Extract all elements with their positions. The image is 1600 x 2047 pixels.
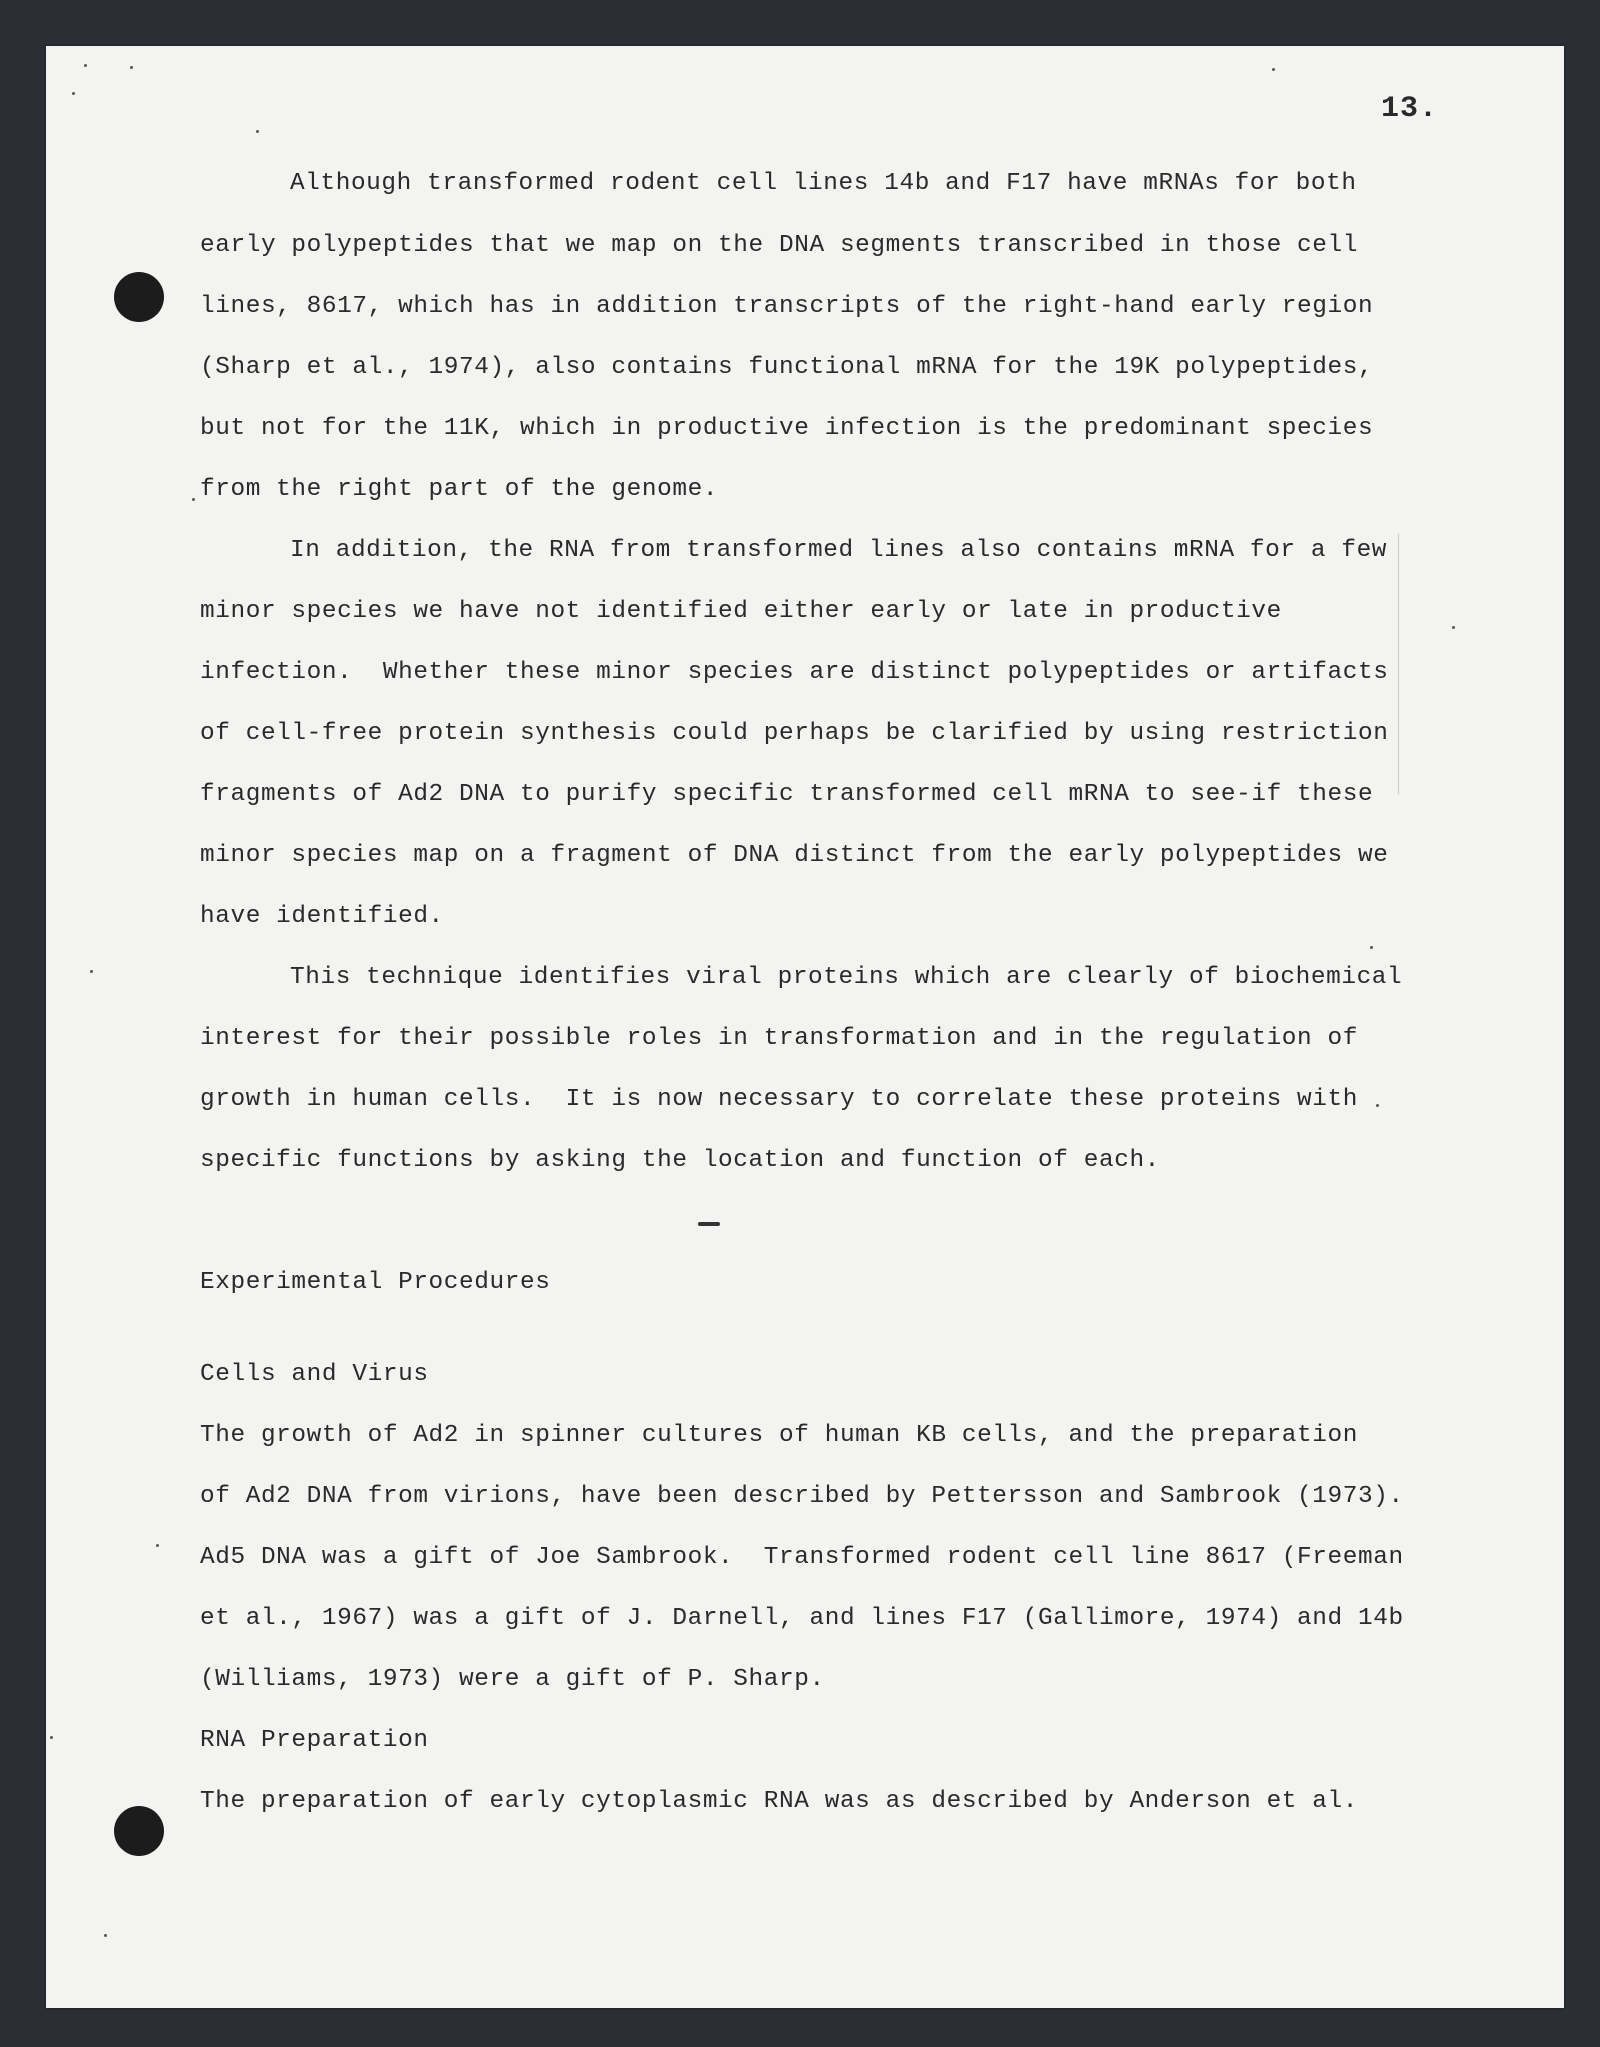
cells-line-3: Ad5 DNA was a gift of Joe Sambrook. Transformed rodent cell line 8617 (Freeman xyxy=(200,1544,1404,1571)
cells-line-2: of Ad2 DNA from virions, have been described by Pettersson and Sambrook (1973). xyxy=(200,1483,1404,1510)
paragraph2-line-2: minor species we have not identified either early or late in productive xyxy=(200,598,1282,625)
speck xyxy=(156,1544,159,1547)
paragraph2-line-1: In addition, the RNA from transformed lines also contains mRNA for a few xyxy=(290,537,1388,564)
section-heading: Experimental Procedures xyxy=(200,1269,551,1296)
cells-line-4: et al., 1967) was a gift of J. Darnell, and lines F17 (Gallimore, 1974) and 14b xyxy=(200,1605,1404,1632)
paragraph1-line-6: from the right part of the genome. xyxy=(200,476,719,503)
speck xyxy=(1452,626,1455,629)
cells-line-1: The growth of Ad2 in spinner cultures of human KB cells, and the preparation xyxy=(200,1422,1358,1449)
paragraph2-line-4: of cell-free protein synthesis could perhaps be clarified by using restriction xyxy=(200,720,1389,747)
speck xyxy=(72,92,75,95)
rna-line-1: The preparation of early cytoplasmic RNA was as described by Anderson et al. xyxy=(200,1788,1358,1815)
paragraph1-line-4: (Sharp et al., 1974), also contains functional mRNA for the 19K polypeptides, xyxy=(200,354,1374,381)
speck xyxy=(192,498,195,501)
stray-mark xyxy=(698,1222,720,1226)
speck xyxy=(104,1934,107,1937)
speck xyxy=(1376,1104,1379,1107)
speck xyxy=(1370,946,1373,949)
rna-preparation-heading: RNA Preparation xyxy=(200,1727,429,1754)
margin-rule xyxy=(1398,534,1399,794)
document-page xyxy=(46,46,1564,2008)
speck xyxy=(84,64,87,67)
paragraph3-line-2: interest for their possible roles in transformation and in the regulation of xyxy=(200,1025,1358,1052)
cells-line-5: (Williams, 1973) were a gift of P. Sharp. xyxy=(200,1666,825,1693)
paragraph2-line-7: have identified. xyxy=(200,903,444,930)
page-number: 13. xyxy=(1381,92,1439,126)
paragraph2-line-5: fragments of Ad2 DNA to purify specific transformed cell mRNA to see-if these xyxy=(200,781,1374,808)
cells-virus-heading: Cells and Virus xyxy=(200,1361,429,1388)
punch-hole-top xyxy=(114,272,164,322)
paragraph2-line-3: infection. Whether these minor species are distinct polypeptides or artifacts xyxy=(200,659,1389,686)
speck xyxy=(1272,68,1275,71)
paragraph1-line-1: Although transformed rodent cell lines 14b and F17 have mRNAs for both xyxy=(290,170,1357,197)
speck xyxy=(130,66,133,69)
paragraph3-line-4: specific functions by asking the location and function of each. xyxy=(200,1147,1160,1174)
paragraph2-line-6: minor species map on a fragment of DNA distinct from the early polypeptides we xyxy=(200,842,1389,869)
speck xyxy=(50,1736,53,1739)
paragraph1-line-3: lines, 8617, which has in addition transcripts of the right-hand early region xyxy=(200,293,1374,320)
paragraph3-line-3: growth in human cells. It is now necessary to correlate these proteins with xyxy=(200,1086,1358,1113)
punch-hole-bottom xyxy=(114,1806,164,1856)
paragraph1-line-2: early polypeptides that we map on the DNA segments transcribed in those cell xyxy=(200,232,1358,259)
paragraph3-line-1: This technique identifies viral proteins which are clearly of biochemical xyxy=(290,964,1403,991)
speck xyxy=(256,130,259,133)
speck xyxy=(90,970,93,973)
paragraph1-line-5: but not for the 11K, which in productive infection is the predominant species xyxy=(200,415,1374,442)
